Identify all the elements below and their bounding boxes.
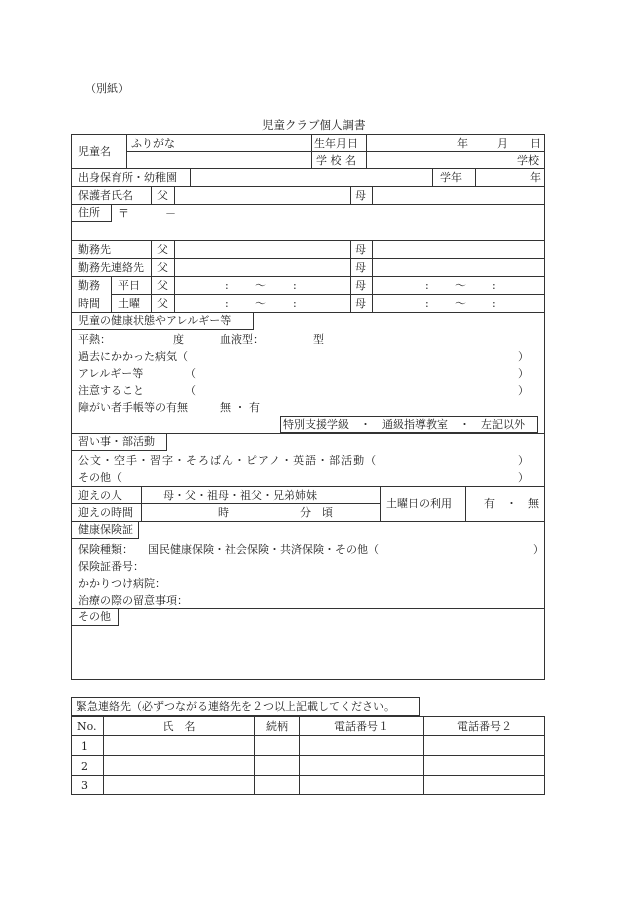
time-colon: : xyxy=(225,297,229,310)
pickup-person-options[interactable]: 母・父・祖母・祖父・兄弟姉妹 xyxy=(163,489,317,502)
mother-label: 母 xyxy=(355,297,366,310)
divider xyxy=(350,186,351,204)
contact-name-field[interactable] xyxy=(104,776,254,794)
mother-work-contact-field[interactable] xyxy=(373,259,544,276)
saturday-label: 土曜 xyxy=(118,297,140,310)
origin-field[interactable] xyxy=(191,169,432,186)
row-number: 2 xyxy=(81,760,88,773)
postal-mark: 〒 xyxy=(118,207,129,220)
contact-relation-field[interactable] xyxy=(255,776,299,794)
other-notes-field[interactable] xyxy=(72,627,544,679)
contact-phone1-field[interactable] xyxy=(300,776,423,794)
father-weekday-hours-field[interactable] xyxy=(175,277,350,294)
open-paren: （ xyxy=(185,384,196,397)
fever-label: 平熱： xyxy=(78,333,111,346)
time-tilde: ～ xyxy=(455,279,466,292)
mother-weekday-hours-field[interactable] xyxy=(373,277,544,294)
divider xyxy=(151,186,152,204)
table-header-phone1: 電話番号１ xyxy=(334,720,389,733)
close-paren: ） xyxy=(533,543,544,556)
father-workplace-field[interactable] xyxy=(175,241,350,258)
address-field[interactable] xyxy=(113,205,544,240)
school-suffix: 学校 xyxy=(517,154,539,167)
grade-label: 学年 xyxy=(440,171,462,184)
school-name-field[interactable] xyxy=(367,152,517,168)
allergy-field[interactable] xyxy=(200,365,515,380)
open-paren: （ xyxy=(185,367,196,380)
day-label: 日 xyxy=(530,137,541,150)
father-saturday-hours-field[interactable] xyxy=(175,295,350,312)
pickup-time-field[interactable] xyxy=(142,504,380,521)
caution-field[interactable] xyxy=(200,382,515,397)
disability-label: 障がい者手帳等の有無 xyxy=(78,401,188,414)
table-header-relation: 続柄 xyxy=(266,720,288,733)
saturday-use-options[interactable]: 有 ・ 無 xyxy=(484,497,539,510)
insurance-type-options[interactable]: 国民健康保険・社会保険・共済保険・その他（ xyxy=(148,543,379,556)
insurance-number-label: 保険証番号： xyxy=(78,560,144,573)
mother-saturday-hours-field[interactable] xyxy=(373,295,544,312)
birthdate-label: 生年月日 xyxy=(314,137,358,150)
degree-label: 度 xyxy=(173,333,184,346)
row-number: 3 xyxy=(81,779,88,792)
divider xyxy=(71,608,545,609)
treatment-notes-field[interactable] xyxy=(195,592,540,607)
father-label: 父 xyxy=(157,261,168,274)
mother-workplace-field[interactable] xyxy=(373,241,544,258)
activities-other-label: その他（ xyxy=(78,471,122,484)
saturday-use-label: 土曜日の利用 xyxy=(386,497,452,510)
form-title: 児童クラブ個人調書 xyxy=(262,118,366,132)
insurance-type-label: 保険種類： xyxy=(78,543,133,556)
emergency-title: 緊急連絡先（必ずつながる連絡先を２つ以上記載してください。 xyxy=(76,700,395,713)
time-colon: : xyxy=(425,297,429,310)
contact-phone1-field[interactable] xyxy=(300,756,423,775)
disability-options[interactable]: 無 ・ 有 xyxy=(220,401,260,414)
divider xyxy=(71,486,545,487)
mother-label: 母 xyxy=(355,279,366,292)
time-colon: : xyxy=(492,279,496,292)
row-number: 1 xyxy=(81,740,88,753)
father-label: 父 xyxy=(157,297,168,310)
hospital-field[interactable] xyxy=(172,575,540,590)
mother-label: 母 xyxy=(355,261,366,274)
time-tilde: ～ xyxy=(455,297,466,310)
other-section-label: その他 xyxy=(71,608,119,626)
father-name-field[interactable] xyxy=(175,187,350,204)
weekday-label: 平日 xyxy=(118,279,140,292)
father-label: 父 xyxy=(157,243,168,256)
furigana-label: ふりがな xyxy=(131,137,175,150)
contact-phone1-field[interactable] xyxy=(300,736,423,755)
divider xyxy=(71,521,545,522)
father-label: 父 xyxy=(157,279,168,292)
address-label: 住所 xyxy=(71,204,112,222)
class-options[interactable]: 特別支援学級 ・ 通級指導教室 ・ 左記以外 xyxy=(283,418,525,431)
contact-phone2-field[interactable] xyxy=(424,756,544,775)
blood-type-label: 血液型： xyxy=(220,333,264,346)
year-label: 年 xyxy=(457,137,468,150)
table-header-name: 氏 名 xyxy=(162,720,196,733)
hour-label: 時 xyxy=(218,506,229,519)
grade-field[interactable] xyxy=(476,169,526,186)
workplace-label: 勤務先 xyxy=(78,243,111,256)
origin-label: 出身保育所・幼稚園 xyxy=(78,171,177,184)
pickup-time-label: 迎えの時間 xyxy=(78,506,133,519)
time-colon: : xyxy=(293,297,297,310)
birthdate-field[interactable] xyxy=(367,135,544,151)
mother-name-field[interactable] xyxy=(373,187,544,204)
divider xyxy=(380,486,381,521)
table-header-no: No. xyxy=(77,720,97,733)
divider xyxy=(111,276,112,312)
grade-suffix: 年 xyxy=(530,171,541,184)
work-contact-label: 勤務先連絡先 xyxy=(78,261,144,274)
past-illness-field[interactable] xyxy=(205,348,515,363)
close-paren: ） xyxy=(518,384,529,397)
mother-label: 母 xyxy=(355,243,366,256)
divider xyxy=(465,486,466,521)
contact-phone2-field[interactable] xyxy=(424,776,544,794)
contact-name-field[interactable] xyxy=(104,756,254,775)
child-name-label: 児童名 xyxy=(78,145,111,158)
contact-phone2-field[interactable] xyxy=(424,736,544,755)
type-label: 型 xyxy=(313,333,324,346)
insurance-section-label: 健康保険証 xyxy=(71,521,139,539)
contact-relation-field[interactable] xyxy=(255,756,299,775)
past-illness-label: 過去にかかった病気（ xyxy=(78,350,188,363)
close-paren: ） xyxy=(518,367,529,380)
time-tilde: ～ xyxy=(255,297,266,310)
divider xyxy=(432,168,433,186)
pickup-person-label: 迎えの人 xyxy=(78,489,122,502)
mother-label: 母 xyxy=(355,189,366,202)
attachment-label: （別紙） xyxy=(85,82,129,95)
activities-list[interactable]: 公文・空手・習字・そろばん・ピアノ・英語・部活動（ xyxy=(78,454,378,467)
treatment-notes-label: 治療の際の留意事項： xyxy=(78,594,188,607)
divider xyxy=(350,240,351,312)
contact-name-field[interactable] xyxy=(104,736,254,755)
time-tilde: ～ xyxy=(255,279,266,292)
month-label: 月 xyxy=(497,137,508,150)
time-colon: : xyxy=(425,279,429,292)
contact-relation-field[interactable] xyxy=(255,736,299,755)
divider xyxy=(151,240,152,312)
activities-other-field[interactable] xyxy=(150,469,515,484)
close-paren: ） xyxy=(518,471,529,484)
activities-section-label: 習い事・部活動 xyxy=(71,433,167,451)
guardian-label: 保護者氏名 xyxy=(78,189,133,202)
table-header-phone2: 電話番号２ xyxy=(457,720,512,733)
close-paren: ） xyxy=(518,454,529,467)
child-name-field[interactable] xyxy=(127,152,311,168)
allergy-label: アレルギー等 xyxy=(78,367,144,380)
time-colon: : xyxy=(492,297,496,310)
school-name-label: 学 校 名 xyxy=(316,154,356,167)
father-label: 父 xyxy=(157,189,168,202)
close-paren: ） xyxy=(518,350,529,363)
postal-dash: － xyxy=(165,207,176,220)
insurance-number-field[interactable] xyxy=(150,558,540,573)
minute-label: 分 頃 xyxy=(300,506,333,519)
work-hours-label: 勤務 xyxy=(78,279,100,292)
hospital-label: かかりつけ病院： xyxy=(78,577,166,590)
father-work-contact-field[interactable] xyxy=(175,259,350,276)
time-colon: : xyxy=(225,279,229,292)
work-hours-label: 時間 xyxy=(78,297,100,310)
caution-label: 注意すること xyxy=(78,384,144,397)
time-colon: : xyxy=(293,279,297,292)
health-section-label: 児童の健康状態やアレルギー等 xyxy=(71,312,254,330)
